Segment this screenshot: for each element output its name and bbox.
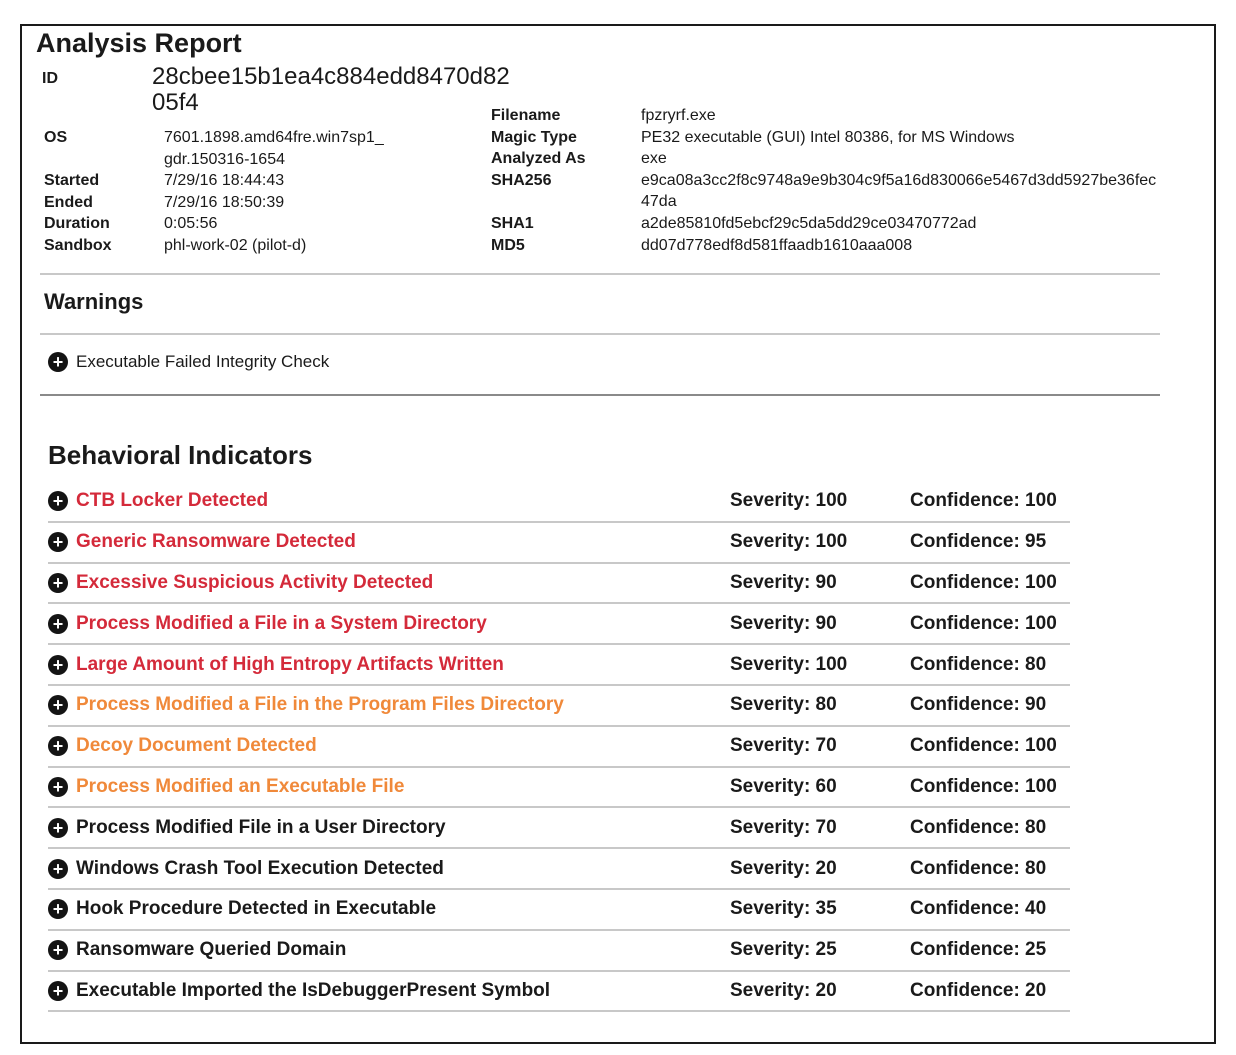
indicator-confidence: Confidence: 90: [910, 694, 1047, 716]
meta-row-sha256: [491, 170, 1161, 213]
indicator-confidence: Confidence: 80: [910, 653, 1047, 675]
meta-value: exe: [641, 150, 667, 168]
indicator-confidence: Confidence: 100: [910, 612, 1057, 634]
indicator-name[interactable]: Hook Procedure Detected in Executable: [76, 898, 437, 920]
meta-value: 0:05:56: [164, 215, 218, 233]
meta-value: a2de85810fd5ebcf29c5da5dd29ce03470772ad: [641, 214, 977, 232]
indicator-row[interactable]: [48, 849, 1070, 890]
indicator-name[interactable]: Process Modified an Executable File: [76, 775, 405, 797]
indicator-confidence: Confidence: 95: [910, 531, 1047, 553]
indicator-row[interactable]: [48, 890, 1070, 931]
indicator-severity: Severity: 100: [730, 490, 848, 512]
id-value: 28cbee15b1ea4c884edd8470d8205f4: [152, 63, 510, 116]
indicator-confidence: Confidence: 40: [910, 898, 1047, 920]
indicator-row[interactable]: [48, 972, 1070, 1013]
indicator-name-cell: [48, 939, 730, 961]
plus-circle-icon[interactable]: +: [48, 940, 68, 960]
indicator-name-cell: [48, 490, 730, 512]
meta-label: Ended: [44, 193, 93, 211]
plus-circle-icon[interactable]: +: [48, 981, 68, 1001]
indicator-list: [48, 482, 1070, 1012]
indicator-row[interactable]: [48, 482, 1070, 523]
indicator-row[interactable]: [48, 931, 1070, 972]
indicator-name[interactable]: Process Modified a File in a System Directory: [76, 612, 487, 634]
plus-circle-icon[interactable]: +: [48, 736, 68, 756]
indicator-row[interactable]: [48, 686, 1070, 727]
indicator-row[interactable]: [48, 564, 1070, 605]
meta-label: Analyzed As: [491, 150, 586, 168]
indicator-confidence: Confidence: 100: [910, 775, 1057, 797]
meta-value: 7601.1898.amd64fre.win7sp1_ gdr.150316-1654: [164, 129, 384, 168]
plus-circle-icon[interactable]: +: [48, 859, 68, 879]
indicator-name[interactable]: Process Modified a File in the Program Files Directory: [76, 694, 564, 716]
meta-row-magic-type: [491, 127, 1161, 149]
indicator-name-cell: [48, 735, 730, 757]
indicator-row[interactable]: [48, 645, 1070, 686]
right-meta-table: [491, 105, 1161, 256]
meta-value: fpzryrf.exe: [641, 107, 716, 124]
divider: [40, 273, 1160, 275]
meta-row-started: [44, 170, 434, 192]
indicator-name[interactable]: Ransomware Queried Domain: [76, 939, 347, 961]
plus-circle-icon[interactable]: +: [48, 655, 68, 675]
meta-row-sha1: [491, 213, 1161, 235]
indicator-name-cell: [48, 898, 730, 920]
indicator-name[interactable]: CTB Locker Detected: [76, 490, 269, 512]
meta-label: Filename: [491, 107, 561, 124]
plus-circle-icon[interactable]: +: [48, 899, 68, 919]
divider: [40, 333, 1160, 335]
plus-circle-icon[interactable]: +: [48, 818, 68, 838]
meta-row-os: [44, 127, 434, 170]
indicator-severity: Severity: 90: [730, 571, 837, 593]
id-label: ID: [42, 70, 58, 87]
indicator-row[interactable]: [48, 768, 1070, 809]
indicator-name-cell: [48, 654, 730, 676]
meta-row-duration: [44, 213, 434, 235]
indicator-severity: Severity: 100: [730, 653, 848, 675]
indicator-severity: Severity: 90: [730, 612, 837, 634]
indicator-name-cell: [48, 817, 730, 839]
meta-label: Started: [44, 172, 100, 190]
meta-value: 7/29/16 18:50:39: [164, 193, 285, 211]
indicator-severity: Severity: 100: [730, 531, 848, 553]
indicator-row[interactable]: [48, 523, 1070, 564]
indicator-confidence: Confidence: 100: [910, 735, 1057, 757]
meta-value: PE32 executable (GUI) Intel 80386, for MS Windows: [641, 128, 1015, 146]
indicator-name[interactable]: Executable Imported the IsDebuggerPresent Symbol: [76, 979, 551, 1001]
meta-value: phl-work-02 (pilot-d): [164, 236, 307, 254]
indicator-severity: Severity: 20: [730, 857, 837, 879]
indicator-severity: Severity: 20: [730, 979, 837, 1001]
indicator-row[interactable]: [48, 727, 1070, 768]
meta-label: Duration: [44, 215, 110, 233]
indicator-name-cell: [48, 858, 730, 880]
indicator-name-cell: [48, 572, 730, 594]
indicator-severity: Severity: 70: [730, 816, 837, 838]
indicator-severity: Severity: 25: [730, 939, 837, 961]
indicator-severity: Severity: 70: [730, 735, 837, 757]
meta-label: SHA256: [491, 171, 552, 189]
indicator-name-cell: [48, 980, 730, 1002]
indicator-row[interactable]: [48, 604, 1070, 645]
indicator-name[interactable]: Process Modified File in a User Directory: [76, 816, 446, 838]
meta-row-sandbox: [44, 235, 434, 257]
plus-circle-icon[interactable]: +: [48, 352, 68, 372]
meta-row-ended: [44, 192, 434, 214]
meta-label: OS: [44, 129, 68, 146]
indicator-severity: Severity: 80: [730, 694, 837, 716]
meta-label: Magic Type: [491, 128, 577, 146]
meta-value: e9ca08a3cc2f8c9748a9e9b304c9f5a16d830066e5467d3dd5927be36fec47da: [641, 171, 1157, 211]
plus-circle-icon[interactable]: +: [48, 614, 68, 634]
plus-circle-icon[interactable]: +: [48, 532, 68, 552]
warning-text: Executable Failed Integrity Check: [76, 352, 330, 371]
plus-circle-icon[interactable]: +: [48, 695, 68, 715]
indicator-name-cell: [48, 694, 730, 716]
indicator-name[interactable]: Windows Crash Tool Execution Detected: [76, 857, 444, 879]
warnings-heading: Warnings: [44, 289, 144, 314]
indicator-name-cell: [48, 531, 730, 553]
indicator-severity: Severity: 60: [730, 775, 837, 797]
indicator-name-cell: [48, 613, 730, 635]
indicator-confidence: Confidence: 20: [910, 979, 1047, 1001]
indicator-name[interactable]: Large Amount of High Entropy Artifacts Written: [76, 653, 504, 675]
indicator-row[interactable]: [48, 808, 1070, 849]
indicator-name[interactable]: Generic Ransomware Detected: [76, 531, 356, 553]
indicator-name-cell: [48, 776, 730, 798]
meta-row-md5: [491, 235, 1161, 257]
meta-row-filename: [491, 105, 1161, 127]
indicator-name[interactable]: Excessive Suspicious Activity Detected: [76, 571, 434, 593]
behavioral-heading: Behavioral Indicators: [48, 440, 313, 470]
warning-item[interactable]: [48, 352, 329, 372]
indicator-confidence: Confidence: 25: [910, 939, 1047, 961]
plus-circle-icon[interactable]: +: [48, 491, 68, 511]
meta-row-analyzed-as: [491, 148, 1161, 170]
indicator-confidence: Confidence: 80: [910, 816, 1047, 838]
indicator-severity: Severity: 35: [730, 898, 837, 920]
indicator-name[interactable]: Decoy Document Detected: [76, 735, 317, 757]
meta-label: MD5: [491, 236, 525, 254]
meta-label: SHA1: [491, 214, 534, 232]
report-title: Analysis Report: [36, 28, 242, 58]
left-meta-table: [44, 127, 434, 257]
plus-circle-icon[interactable]: +: [48, 777, 68, 797]
plus-circle-icon[interactable]: +: [48, 573, 68, 593]
indicator-confidence: Confidence: 100: [910, 571, 1057, 593]
meta-label: Sandbox: [44, 236, 112, 254]
indicator-confidence: Confidence: 80: [910, 857, 1047, 879]
meta-value: 7/29/16 18:44:43: [164, 172, 285, 190]
indicator-confidence: Confidence: 100: [910, 490, 1057, 512]
divider: [40, 394, 1160, 396]
meta-value: dd07d778edf8d581ffaadb1610aaa008: [641, 236, 913, 254]
